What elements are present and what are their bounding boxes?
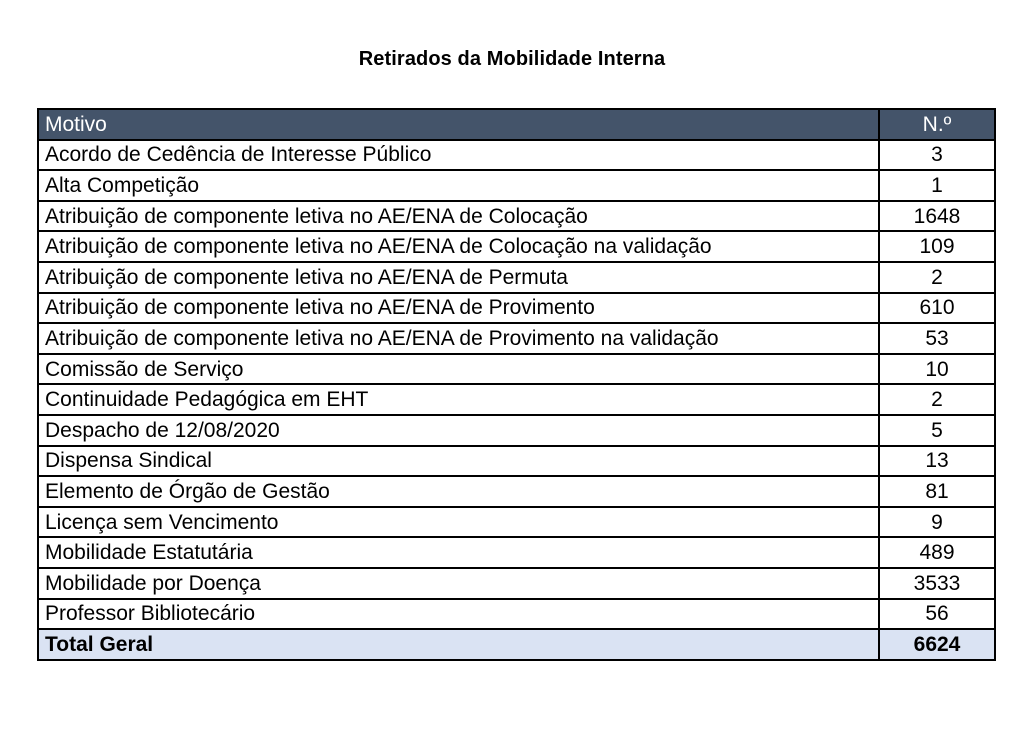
cell-numero: 1 bbox=[879, 170, 995, 201]
table-row bbox=[38, 262, 995, 293]
table-row bbox=[38, 293, 995, 324]
cell-numero: 1648 bbox=[879, 201, 995, 232]
cell-motivo: Mobilidade por Doença bbox=[38, 568, 879, 599]
cell-numero: 13 bbox=[879, 446, 995, 477]
cell-numero: 5 bbox=[879, 415, 995, 446]
cell-motivo: Dispensa Sindical bbox=[38, 446, 879, 477]
table-row bbox=[38, 140, 995, 171]
cell-numero: 3 bbox=[879, 140, 995, 171]
table-row bbox=[38, 446, 995, 477]
table-row bbox=[38, 507, 995, 538]
total-label: Total Geral bbox=[38, 629, 879, 660]
cell-motivo: Elemento de Órgão de Gestão bbox=[38, 476, 879, 507]
column-header-motivo: Motivo bbox=[38, 109, 879, 140]
cell-motivo: Mobilidade Estatutária bbox=[38, 537, 879, 568]
table-row bbox=[38, 231, 995, 262]
cell-motivo: Atribuição de componente letiva no AE/ENA de Colocação na validação bbox=[38, 231, 879, 262]
cell-motivo: Alta Competição bbox=[38, 170, 879, 201]
table-row bbox=[38, 354, 995, 385]
cell-motivo: Atribuição de componente letiva no AE/ENA de Provimento bbox=[38, 293, 879, 324]
table-total-row bbox=[38, 629, 995, 660]
cell-numero: 610 bbox=[879, 293, 995, 324]
total-value: 6624 bbox=[879, 629, 995, 660]
column-header-numero: N.º bbox=[879, 109, 995, 140]
table-row bbox=[38, 599, 995, 630]
cell-numero: 10 bbox=[879, 354, 995, 385]
cell-numero: 109 bbox=[879, 231, 995, 262]
cell-numero: 2 bbox=[879, 384, 995, 415]
table-row bbox=[38, 537, 995, 568]
cell-motivo: Atribuição de componente letiva no AE/ENA de Permuta bbox=[38, 262, 879, 293]
withdrawals-table bbox=[37, 108, 996, 661]
cell-motivo: Atribuição de componente letiva no AE/ENA de Provimento na validação bbox=[38, 323, 879, 354]
cell-numero: 3533 bbox=[879, 568, 995, 599]
table-row bbox=[38, 415, 995, 446]
cell-motivo: Licença sem Vencimento bbox=[38, 507, 879, 538]
cell-motivo: Atribuição de componente letiva no AE/ENA de Colocação bbox=[38, 201, 879, 232]
cell-numero: 2 bbox=[879, 262, 995, 293]
table-row bbox=[38, 201, 995, 232]
table-row bbox=[38, 323, 995, 354]
cell-motivo: Professor Bibliotecário bbox=[38, 599, 879, 630]
cell-motivo: Despacho de 12/08/2020 bbox=[38, 415, 879, 446]
cell-motivo: Comissão de Serviço bbox=[38, 354, 879, 385]
table-row bbox=[38, 384, 995, 415]
page-title: Retirados da Mobilidade Interna bbox=[358, 48, 666, 70]
cell-numero: 81 bbox=[879, 476, 995, 507]
cell-numero: 53 bbox=[879, 323, 995, 354]
table-row bbox=[38, 568, 995, 599]
cell-motivo: Acordo de Cedência de Interesse Público bbox=[38, 140, 879, 171]
table-header-row bbox=[38, 109, 995, 140]
cell-numero: 56 bbox=[879, 599, 995, 630]
table-row bbox=[38, 476, 995, 507]
cell-numero: 489 bbox=[879, 537, 995, 568]
cell-motivo: Continuidade Pedagógica em EHT bbox=[38, 384, 879, 415]
cell-numero: 9 bbox=[879, 507, 995, 538]
table-row bbox=[38, 170, 995, 201]
